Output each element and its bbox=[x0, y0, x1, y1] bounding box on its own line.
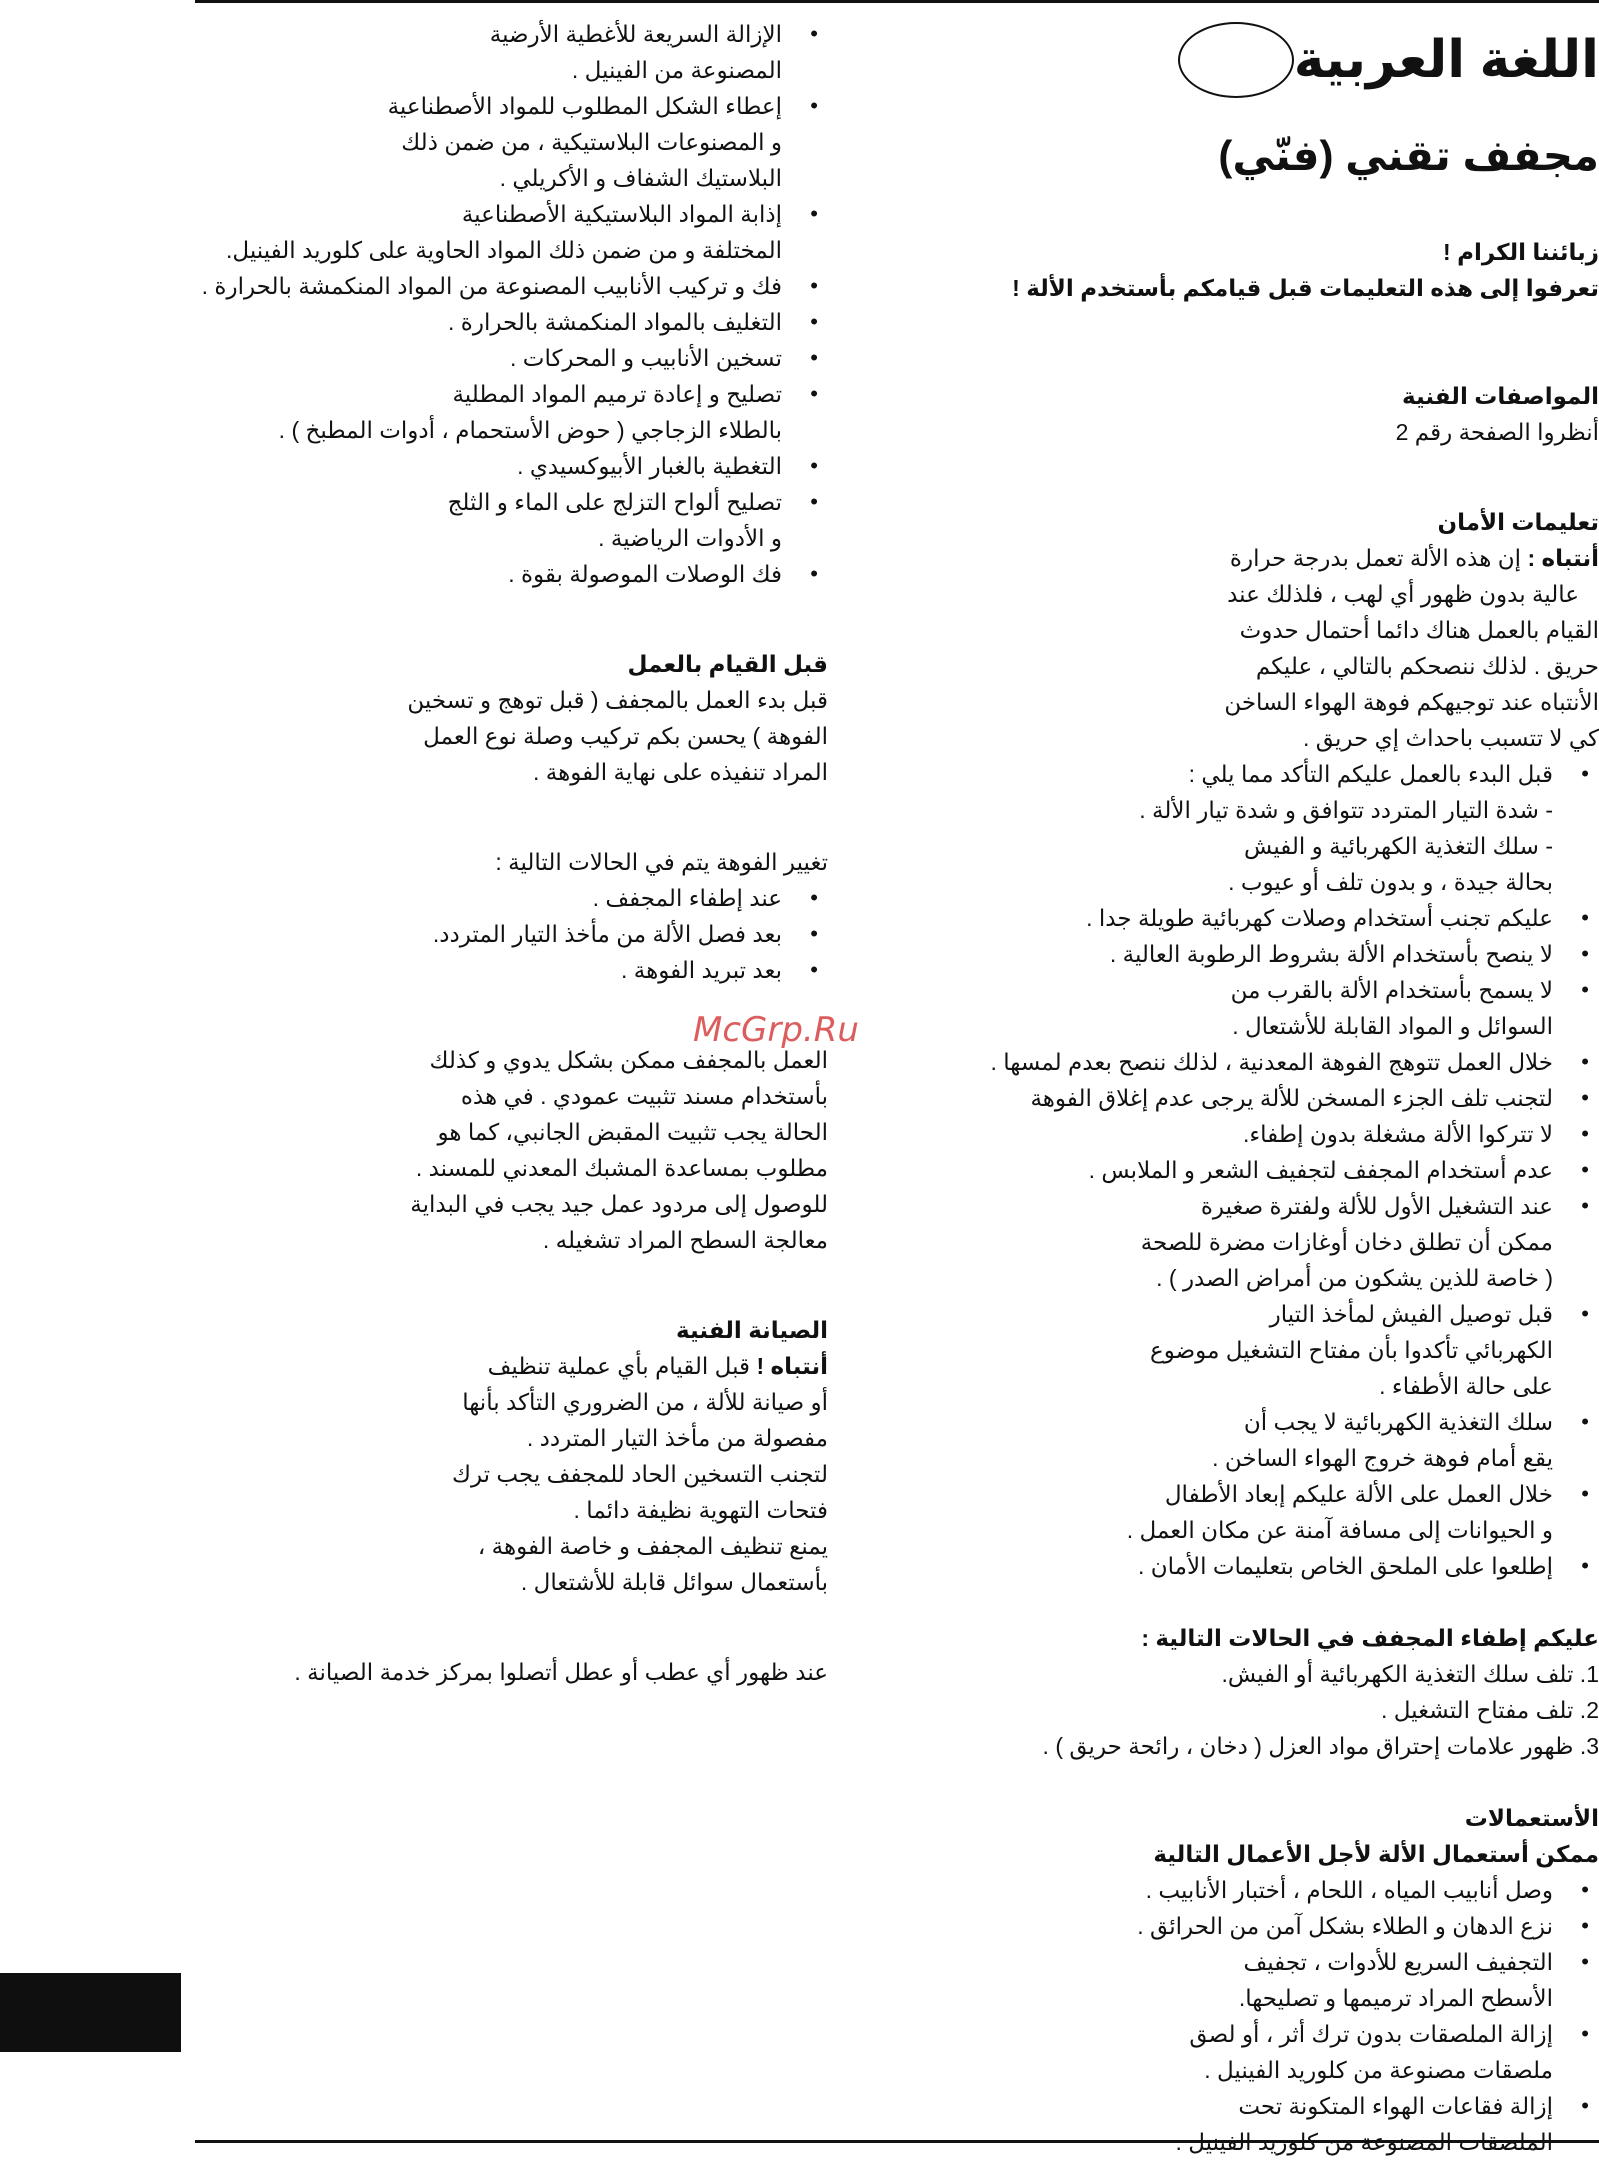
list-item: 2. تلف مفتاح التشغيل . bbox=[1380, 1697, 1599, 1723]
list-item: • نزع الدهان و الطلاء بشكل آمن من الحرائق . bbox=[899, 1908, 1553, 1944]
list-item: • إطلعوا على الملحق الخاص بتعليمات الأمان . bbox=[899, 1548, 1553, 1584]
paragraph-line: فتحات التهوية نظيفة دائما . bbox=[573, 1497, 828, 1523]
list-item: • تسخين الأنابيب و المحركات . bbox=[150, 340, 782, 376]
maintenance-warning-label: أنتباه ! bbox=[756, 1353, 828, 1379]
page-tab-marker bbox=[0, 1973, 181, 2052]
list-item: • فك و تركيب الأنابيب المصنوعة من المواد المنكمشة بالحرارة . bbox=[150, 268, 782, 304]
paragraph-line: يمنع تنظيف المجفف و خاصة الفوهة ، bbox=[477, 1533, 828, 1559]
list-item: • لا يسمح بأستخدام الألة بالقرب من السوائل و المواد القابلة للأشتعال . bbox=[899, 972, 1553, 1044]
uses-list bbox=[899, 1872, 1599, 2160]
list-item: • بعد فصل الألة من مأخذ التيار المتردد. bbox=[150, 916, 782, 952]
paragraph-line: الحالة يجب تثبيت المقبض الجانبي، كما هو bbox=[437, 1119, 828, 1145]
list-item: • تصليح ألواح التزلج على الماء و الثلج و الأدوات الرياضية . bbox=[150, 484, 782, 556]
maintenance-heading: الصيانة الفنية bbox=[676, 1317, 828, 1343]
list-item: • عند إطفاء المجفف . bbox=[150, 880, 782, 916]
nozzle-change-list bbox=[150, 880, 828, 988]
nozzle-change-intro: تغيير الفوهة يتم في الحالات التالية : bbox=[495, 849, 828, 875]
list-item: • قبل توصيل الفيش لمأخذ التيار الكهربائي تأكدوا بأن مفتاح التشغيل موضوع على حالة الأطفاء . bbox=[899, 1296, 1553, 1404]
list-item: • لا تتركوا الألة مشغلة بدون إطفاء. bbox=[899, 1116, 1553, 1152]
list-item: • بعد تبريد الفوهة . bbox=[150, 952, 782, 988]
right-column bbox=[899, 16, 1599, 2160]
safety-warning-line: الأنتباه عند توجيهكم فوهة الهواء الساخن bbox=[1224, 689, 1599, 715]
list-item: 1. تلف سلك التغذية الكهربائية أو الفيش. bbox=[1221, 1661, 1599, 1687]
paragraph-line: للوصول إلى مردود عمل جيد يجب في البداية bbox=[410, 1191, 828, 1217]
uses-heading: الأستعمالات bbox=[1464, 1805, 1599, 1831]
paragraph-line: العمل بالمجفف ممكن بشكل يدوي و كذلك bbox=[429, 1047, 828, 1073]
list-item: • التغطية بالغبار الأبيوكسيدي . bbox=[150, 448, 782, 484]
list-item: • إزالة الملصقات بدون ترك أثر ، أو لصق ملصقات مصنوعة من كلوريد الفينيل . bbox=[899, 2016, 1553, 2088]
list-item: • عدم أستخدام المجفف لتجفيف الشعر و الملابس . bbox=[899, 1152, 1553, 1188]
list-item: • إزالة فقاعات الهواء المتكونة تحت الملصقات المصنوعة من كلوريد الفينيل . bbox=[899, 2088, 1553, 2160]
safety-warning-line: إن هذه الألة تعمل بدرجة حرارة bbox=[1229, 545, 1522, 571]
paragraph-line: المراد تنفيذه على نهاية الفوهة . bbox=[532, 759, 828, 785]
paragraph-line: بأستعمال سوائل قابلة للأشتعال . bbox=[520, 1569, 828, 1595]
paragraph-line: الفوهة ) يحسن بكم تركيب وصلة نوع العمل bbox=[423, 723, 828, 749]
paragraph-line: بأستخدام مسند تثبيت عمودي . في هذه bbox=[460, 1083, 828, 1109]
uses-list-continued bbox=[150, 16, 828, 592]
list-item: • وصل أنابيب المياه ، اللحام ، أختبار الأنابيب . bbox=[899, 1872, 1553, 1908]
list-item: 3. ظهور علامات إحتراق مواد العزل ( دخان ، رائحة حريق ) . bbox=[1042, 1733, 1599, 1759]
list-item: • الإزالة السريعة للأغطية الأرضية المصنوعة من الفينيل . bbox=[150, 16, 782, 88]
list-item: • خلال العمل على الألة عليكم إبعاد الأطفال و الحيوانات إلى مسافة آمنة عن مكان العمل . bbox=[899, 1476, 1553, 1548]
list-item: • عليكم تجنب أستخدام وصلات كهربائية طويلة جدا . bbox=[899, 900, 1553, 936]
greeting-instruction: تعرفوا إلى هذه التعليمات قبل قيامكم بأستخدم الألة ! bbox=[1012, 275, 1599, 301]
paragraph-line: أو صيانة للألة ، من الضروري التأكد بأنها bbox=[462, 1389, 828, 1415]
list-item: • تصليح و إعادة ترميم المواد المطلية بالطلاء الزجاجي ( حوض الأستحمام ، أدوات المطبخ ) . bbox=[150, 376, 782, 448]
list-item: • فك الوصلات الموصولة بقوة . bbox=[150, 556, 782, 592]
left-column bbox=[150, 16, 828, 1690]
list-item: • إذابة المواد البلاستيكية الأصطناعية المختلفة و من ضمن ذلك المواد الحاوية على كلوريد الفينيل. bbox=[150, 196, 782, 268]
paragraph-line: قبل القيام بأي عملية تنظيف bbox=[487, 1353, 751, 1379]
safety-list bbox=[899, 756, 1599, 1584]
top-rule bbox=[195, 0, 1599, 3]
list-item: • خلال العمل تتوهج الفوهة المعدنية ، لذلك ننصح بعدم لمسها . bbox=[899, 1044, 1553, 1080]
list-item: • إعطاء الشكل المطلوب للمواد الأصطناعية و المصنوعات البلاستيكية ، من ضمن ذلك البلاستيك الشفاف و الأكريلي . bbox=[150, 88, 782, 196]
service-note: عند ظهور أي عطب أو عطل أتصلوا بمركز خدمة الصيانة . bbox=[294, 1659, 828, 1685]
shutdown-list bbox=[899, 1656, 1599, 1764]
paragraph-line: مفصولة من مأخذ التيار المتردد . bbox=[526, 1425, 828, 1451]
safety-warning-label: أنتباه : bbox=[1527, 545, 1599, 571]
list-item: • عند التشغيل الأول للألة ولفترة صغيرة ممكن أن تطلق دخان أوغازات مضرة للصحة ( خاصة للذين يشكون من أمراض الصدر ) . bbox=[899, 1188, 1553, 1296]
safety-warning-line: حريق . لذلك ننصحكم بالتالي ، عليكم bbox=[1255, 653, 1599, 679]
uses-subheading: ممكن أستعمال الألة لأجل الأعمال التالية bbox=[1153, 1841, 1599, 1867]
paragraph-line: مطلوب بمساعدة المشبك المعدني للمسند . bbox=[415, 1155, 828, 1181]
list-item: • سلك التغذية الكهربائية لا يجب أن يقع أمام فوهة خروج الهواء الساخن . bbox=[899, 1404, 1553, 1476]
watermark: McGrp.Ru bbox=[693, 1010, 859, 1050]
product-title: مجفف تقني (فنّي) bbox=[1218, 132, 1599, 179]
list-item: • قبل البدء بالعمل عليكم التأكد مما يلي : - شدة التيار المتردد تتوافق و شدة تيار الألة . - سلك التغذية الكهربائية و الفيش بحالة جيدة ، و بدون تلف أو عيوب . bbox=[899, 756, 1553, 900]
greeting-line: زبائننا الكرام ! bbox=[1443, 239, 1599, 265]
safety-warning-line: عالية بدون ظهور أي لهب ، فلذلك عند bbox=[1227, 581, 1579, 607]
paragraph-line: معالجة السطح المراد تشغيله . bbox=[542, 1227, 828, 1253]
list-item: • التغليف بالمواد المنكمشة بالحرارة . bbox=[150, 304, 782, 340]
list-item: • التجفيف السريع للأدوات ، تجفيف الأسطح المراد ترميمها و تصليحها. bbox=[899, 1944, 1553, 2016]
before-work-heading: قبل القيام بالعمل bbox=[627, 651, 828, 677]
list-item: • لا ينصح بأستخدام الألة بشروط الرطوبة العالية . bbox=[899, 936, 1553, 972]
safety-warning-line: كي لا تتسبب باحداث إي حريق . bbox=[1303, 725, 1599, 751]
page-title: اللغة العربية bbox=[1293, 31, 1599, 89]
shutdown-heading: عليكم إطفاء المجفف في الحالات التالية : bbox=[1141, 1625, 1599, 1651]
language-badge-oval bbox=[1178, 22, 1294, 98]
paragraph-line: لتجنب التسخين الحاد للمجفف يجب ترك bbox=[451, 1461, 828, 1487]
specs-text: أنظروا الصفحة رقم 2 bbox=[1395, 419, 1599, 445]
title-row bbox=[899, 16, 1599, 104]
safety-warning-line: القيام بالعمل هناك دائما أحتمال حدوث bbox=[1239, 617, 1599, 643]
safety-warning bbox=[899, 540, 1599, 756]
paragraph-line: قبل بدء العمل بالمجفف ( قبل توهج و تسخين bbox=[407, 687, 828, 713]
list-item: • لتجنب تلف الجزء المسخن للألة يرجى عدم إغلاق الفوهة bbox=[899, 1080, 1553, 1116]
specs-heading: المواصفات الفنية bbox=[1402, 383, 1599, 409]
safety-heading: تعليمات الأمان bbox=[1437, 509, 1599, 535]
